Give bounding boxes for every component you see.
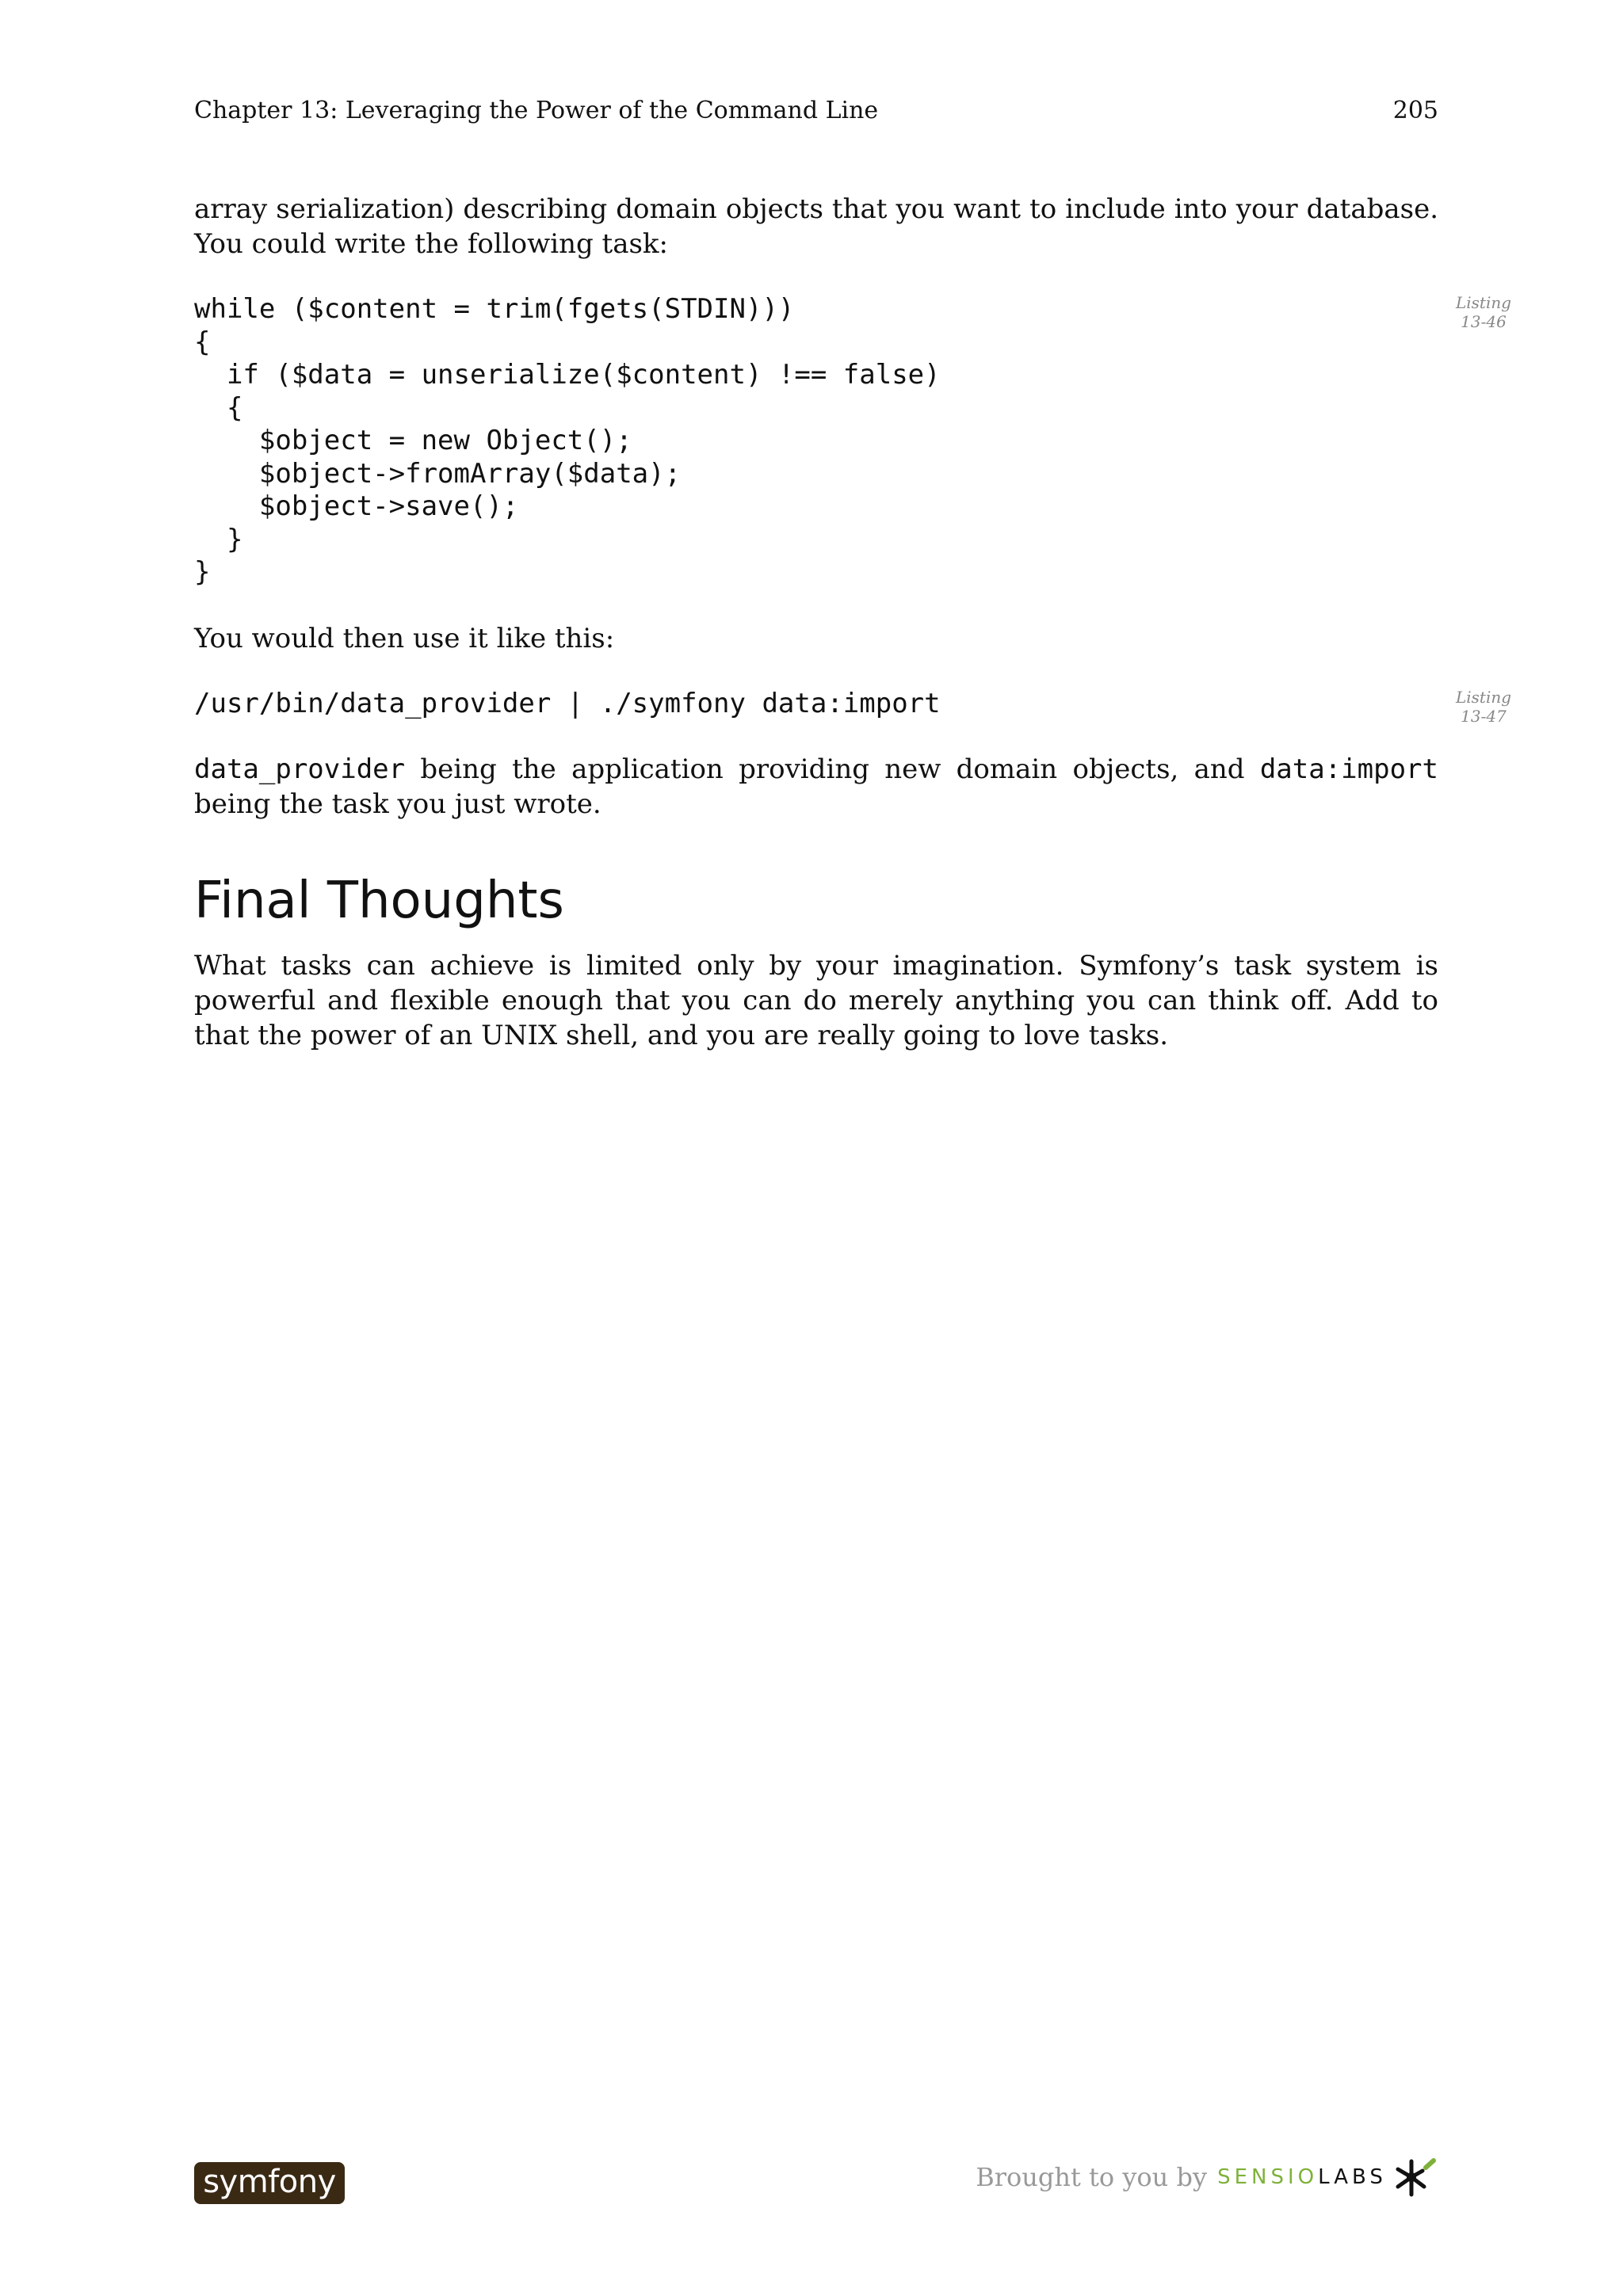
usage-paragraph: You would then use it like this: [194, 622, 615, 654]
brand-name-sensio: SENSIO [1217, 2165, 1319, 2189]
listing-label [1446, 293, 1521, 331]
intro-paragraph: array serialization) describing domain objects that you want to include into your database. You could write the following task: [194, 193, 1438, 260]
explanation-paragraph [194, 752, 1438, 822]
code-block: /usr/bin/data_provider | ./symfony data:import [194, 687, 941, 719]
inline-code-data-provider: data_provider [194, 753, 406, 785]
chapter-title: Chapter 13: Leveraging the Power of the Command Line [194, 97, 879, 124]
symfony-logo-text: symfony [203, 2164, 336, 2200]
section-heading: Final Thoughts [194, 871, 564, 930]
brand-name-labs: LABS [1318, 2165, 1387, 2189]
listing-label [1446, 688, 1521, 726]
code-block: while ($content = trim(fgets(STDIN))) { if ($data = unserialize($content) !== false) { $object = new Object(); $object->fromArray($data); $object->save(); } } [194, 293, 941, 588]
listing-label-word: Listing [1455, 293, 1512, 312]
code-listing-13-47 [194, 687, 1512, 726]
explanation-text-2: being the task you just wrote. [194, 788, 601, 820]
running-header [194, 97, 1438, 128]
explanation-text-1: being the application providing new domain objects, and [405, 753, 1260, 785]
symfony-logo [194, 2162, 345, 2204]
code-listing-13-46 [194, 293, 1512, 589]
footer-credit [872, 2157, 1438, 2204]
page-number: 205 [1392, 97, 1438, 124]
sensiolabs-star-icon [1394, 2157, 1438, 2198]
final-paragraph: What tasks can achieve is limited only by your imagination. Symfony’s task system is powerful and flexible enough that you can do merely anything you can think off. Add to that the power of an UNIX shell, and you are really going to love tasks. [194, 950, 1438, 1051]
credit-text: Brought to you by [976, 2162, 1208, 2192]
listing-label-number: 13-46 [1461, 312, 1507, 331]
listing-label-word: Listing [1455, 687, 1512, 707]
listing-label-number: 13-47 [1461, 706, 1507, 726]
inline-code-data-import: data:import [1259, 753, 1438, 785]
page-content [194, 192, 1512, 1053]
